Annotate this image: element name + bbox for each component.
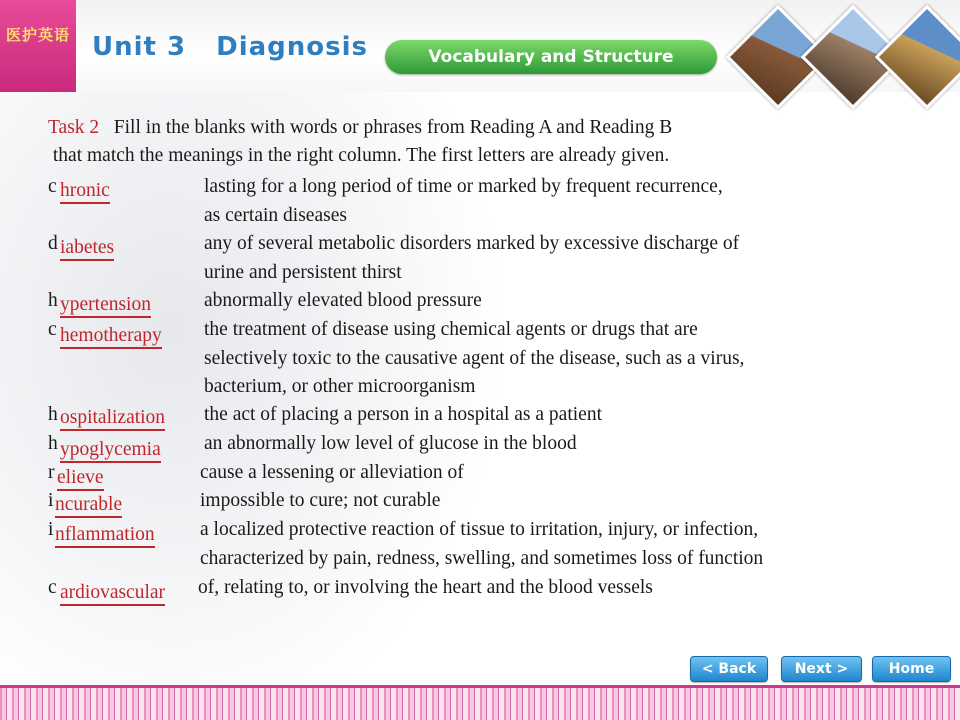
task-instruction-1: Fill in the blanks with words or phrases from Reading A and Reading B — [113, 117, 673, 138]
definition-line: any of several metabolic disorders marked by excessive discharge of — [204, 233, 740, 254]
definition-line: an abnormally low level of glucose in the blood — [204, 433, 577, 454]
first-letter: i — [48, 519, 54, 540]
footer-decoration — [0, 688, 960, 720]
logo-text: 医护英语 — [6, 26, 71, 44]
section-title-pill: Vocabulary and Structure — [385, 40, 717, 74]
task-label: Task 2 — [48, 117, 100, 138]
definition-line: of, relating to, or involving the heart and the blood vessels — [198, 577, 653, 598]
first-letter: h — [48, 404, 58, 425]
definition-line: lasting for a long period of time or marked by frequent recurrence, — [204, 176, 723, 197]
first-letter: c — [48, 577, 57, 598]
answer-blank: elieve — [57, 468, 104, 491]
definition-line: impossible to cure; not curable — [200, 490, 441, 511]
first-letter: c — [48, 319, 57, 340]
task-instruction-2: that match the meanings in the right column. The first letters are already given. — [52, 145, 670, 166]
first-letter: i — [48, 490, 54, 511]
definition-line: abnormally elevated blood pressure — [204, 290, 482, 311]
definition-line: bacterium, or other microorganism — [204, 376, 476, 397]
definition-line: characterized by pain, redness, swelling, and sometimes loss of function — [200, 548, 764, 569]
first-letter: r — [48, 462, 55, 483]
unit-number: Unit 3 — [92, 32, 187, 62]
answer-blank: ospitalization — [60, 408, 165, 431]
back-button[interactable]: < Back — [690, 656, 768, 682]
first-letter: h — [48, 290, 58, 311]
first-letter: h — [48, 433, 58, 454]
task-instruction-line-2 — [48, 145, 669, 167]
unit-name: Diagnosis — [216, 32, 368, 62]
definition-line: cause a lessening or alleviation of — [200, 462, 464, 483]
definition-line: as certain diseases — [204, 205, 347, 226]
definition-line: the act of placing a person in a hospital as a patient — [204, 404, 602, 425]
definition-line: selectively toxic to the causative agent of the disease, such as a virus, — [204, 348, 745, 369]
answer-blank: hemotherapy — [60, 326, 162, 349]
definition-line: a localized protective reaction of tissue to irritation, injury, or infection, — [200, 519, 759, 540]
next-button[interactable]: Next > — [781, 656, 862, 682]
definition-line: urine and persistent thirst — [204, 262, 402, 283]
task-instruction-line-1 — [48, 117, 672, 139]
home-button[interactable]: Home — [872, 656, 951, 682]
first-letter: c — [48, 176, 57, 197]
answer-blank: ncurable — [55, 495, 122, 518]
definition-line: the treatment of disease using chemical agents or drugs that are — [204, 319, 698, 340]
answer-blank: ypertension — [60, 295, 151, 318]
answer-blank: ypoglycemia — [60, 440, 161, 463]
answer-blank: nflammation — [55, 525, 155, 548]
answer-blank: hronic — [60, 181, 110, 204]
answer-blank: iabetes — [60, 238, 114, 261]
first-letter: d — [48, 233, 58, 254]
answer-blank: ardiovascular — [60, 583, 165, 606]
